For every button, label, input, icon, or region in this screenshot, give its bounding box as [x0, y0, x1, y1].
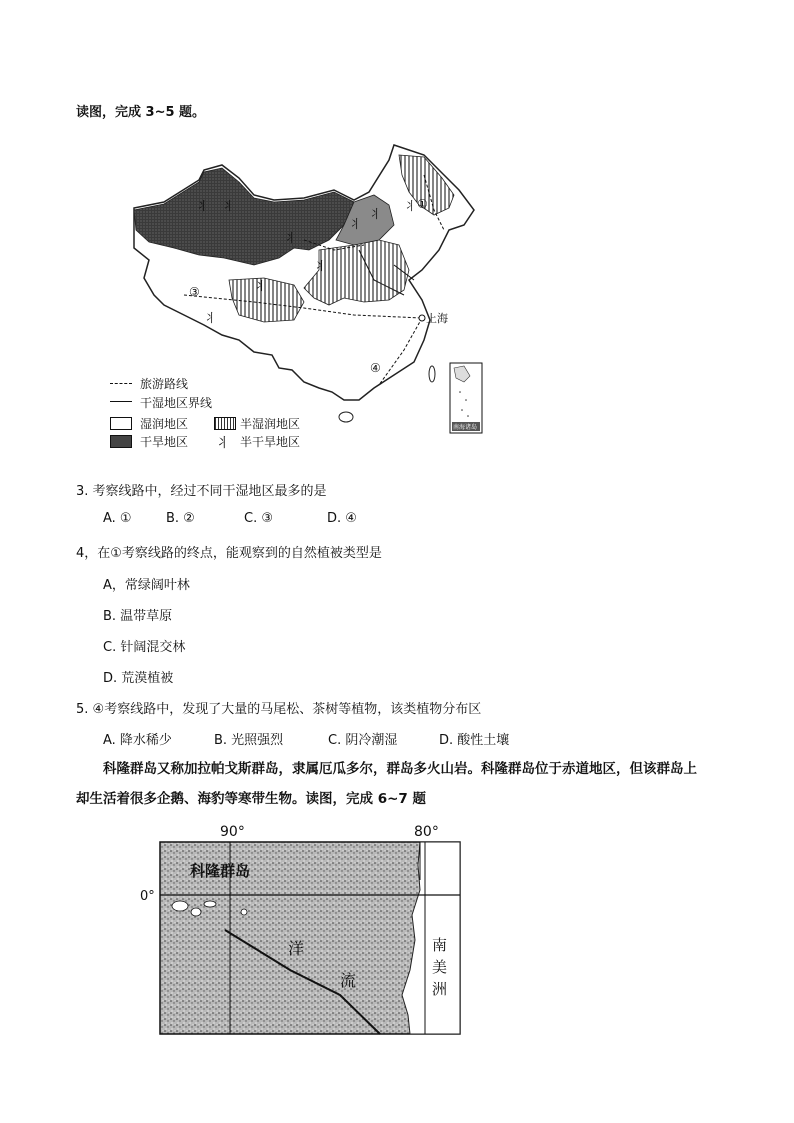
route-marker-3: ③ — [189, 285, 200, 299]
ocean-char: 洋 — [288, 939, 305, 958]
q4-option-d: D. 荒漠植被 — [103, 671, 174, 686]
q3-option-c: C. ③ — [244, 511, 273, 526]
map-legend — [110, 375, 330, 450]
svg-text:⺦: ⺦ — [314, 259, 327, 273]
route-marker-1: ① — [417, 197, 428, 211]
q3-option-b: B. ② — [166, 511, 195, 526]
q5-option-c: C. 阴冷潮湿 — [328, 733, 398, 748]
q3-option-d: D. ④ — [327, 511, 357, 526]
svg-text:⺦: ⺦ — [204, 311, 217, 325]
continent-char-1: 南 — [432, 936, 448, 954]
lon-90-label: 90° — [220, 824, 245, 840]
svg-text:⺦: ⺦ — [369, 207, 382, 221]
q4-option-c: C. 针阔混交林 — [103, 640, 186, 655]
svg-text:⺦: ⺦ — [196, 199, 209, 213]
continent-char-3: 洲 — [432, 980, 448, 998]
q5-option-d: D. 酸性土壤 — [439, 733, 510, 748]
q5-option-b: B. 光照强烈 — [214, 733, 284, 748]
shanghai-label: 上海 — [426, 312, 448, 325]
legend-route-label: 旅游路线 — [140, 377, 189, 391]
semi-humid-west — [229, 278, 304, 322]
route-marker-4: ④ — [370, 361, 381, 375]
hainan-island — [339, 412, 353, 422]
q3-option-a: A. ① — [103, 511, 132, 526]
islands-label: 科隆群岛 — [190, 862, 251, 880]
question-4-stem: 4，在①考察线路的终点，能观察到的自然植被类型是 — [76, 546, 382, 561]
legend-semi-arid-symbol: ⺦ — [216, 436, 230, 451]
south-sea-label: 南海诸岛 — [453, 424, 478, 431]
q5-option-a: A. 降水稀少 — [103, 733, 172, 748]
q4-option-b: B. 温带草原 — [103, 609, 173, 624]
svg-text:⺦: ⺦ — [349, 217, 362, 231]
question-5-stem: 5. ④考察线路中，发现了大量的马尾松、茶树等植物，该类植物分布区 — [76, 702, 482, 717]
legend-boundary-label: 干湿地区界线 — [140, 396, 213, 410]
galapagos-map — [140, 820, 480, 1040]
taiwan-island — [429, 366, 435, 382]
legend-arid-swatch — [110, 435, 132, 448]
svg-text:⺦: ⺦ — [404, 199, 417, 213]
legend-semi-arid-label: 半干旱地区 — [240, 435, 301, 449]
svg-text:⺦: ⺦ — [284, 231, 297, 245]
legend-humid-label: 湿润地区 — [140, 417, 189, 431]
lat-0-label: 0° — [140, 889, 155, 904]
svg-text:⺦: ⺦ — [222, 199, 235, 213]
legend-arid-label: 干旱地区 — [140, 435, 189, 449]
passage-line-1: 科隆群岛又称加拉帕戈斯群岛，隶属厄瓜多尔，群岛多火山岩。科隆群岛位于赤道地区，但该群岛上 — [103, 761, 697, 777]
svg-text:⺦: ⺦ — [254, 279, 267, 293]
continent-char-2: 美 — [432, 958, 448, 976]
question-3-stem: 3. 考察线路中，经过不同干湿地区最多的是 — [76, 484, 327, 499]
q4-option-a: A，常绿阔叶林 — [103, 578, 190, 593]
legend-semi-humid-label: 半湿润地区 — [240, 417, 301, 431]
shanghai-dot — [419, 315, 425, 321]
legend-semi-humid-swatch — [214, 417, 236, 430]
current-char: 流 — [340, 971, 357, 990]
passage-line-2: 却生活着很多企鹅、海豹等寒带生物。读图，完成 6~7 题 — [76, 791, 426, 807]
lon-80-label: 80° — [414, 824, 439, 840]
legend-humid-swatch — [110, 417, 132, 430]
intro-text: 读图，完成 3~5 题。 — [76, 105, 206, 120]
